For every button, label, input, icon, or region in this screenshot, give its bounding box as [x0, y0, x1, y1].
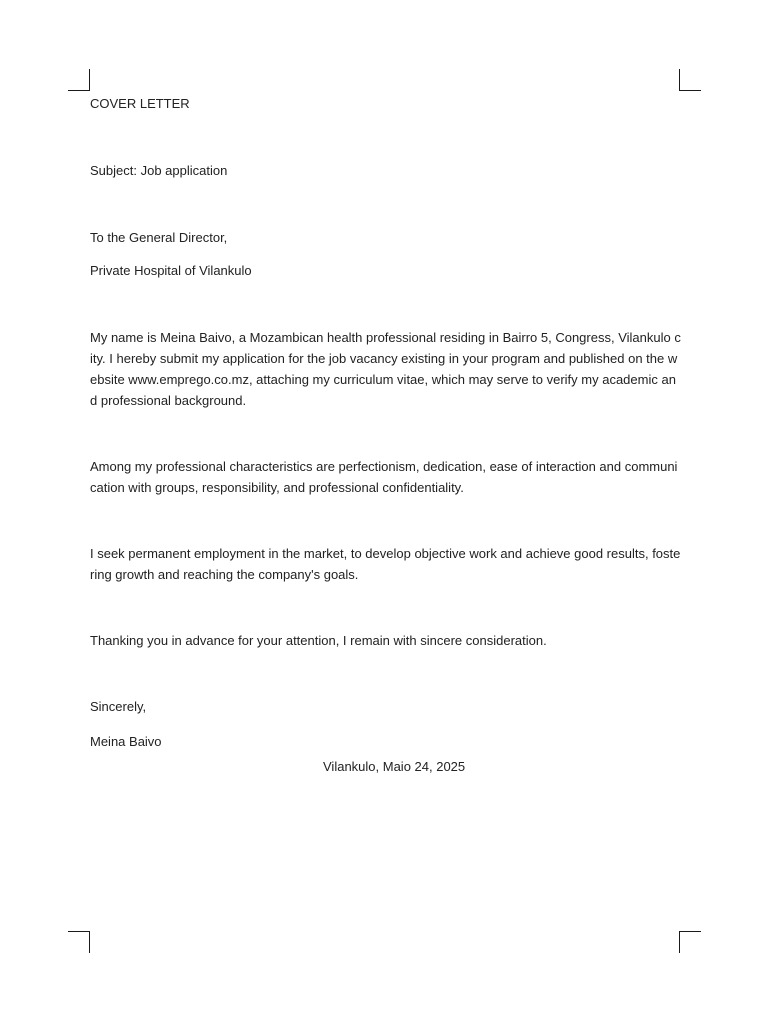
letter-signature: Meina Baivo	[90, 734, 162, 749]
crop-mark-top-left	[68, 69, 90, 91]
paragraph-goals: I seek permanent employment in the market, to develop objective work and achieve good results, fostering growth and reaching the company's goals.	[90, 546, 681, 582]
paragraph-closing: Thanking you in advance for your attention, I remain with sincere consideration.	[90, 633, 547, 648]
paragraph-introduction: My name is Meina Baivo, a Mozambican health professional residing in Bairro 5, Congress, Vilankulo city. I hereby submit my application for the job vacancy existing in your program and published on the website www.emprego.co.mz, attaching my curriculum vitae, which may serve to verify my academic and professional background.	[90, 330, 681, 408]
paragraph-characteristics: Among my professional characteristics are perfectionism, dedication, ease of interaction and communication with groups, responsibility, and professional confidentiality.	[90, 459, 678, 495]
letter-recipient: Private Hospital of Vilankulo	[90, 263, 252, 278]
crop-mark-bottom-right	[679, 931, 701, 953]
letter-place-date: Vilankulo, Maio 24, 2025	[323, 759, 466, 774]
crop-mark-bottom-left	[68, 931, 90, 953]
letter-signoff: Sincerely,	[90, 699, 147, 714]
letter-subject: Subject: Job application	[90, 163, 228, 178]
crop-mark-top-right	[679, 69, 701, 91]
letter-salutation: To the General Director,	[90, 230, 228, 245]
letter-title: COVER LETTER	[90, 96, 190, 111]
letter-body	[90, 93, 682, 777]
